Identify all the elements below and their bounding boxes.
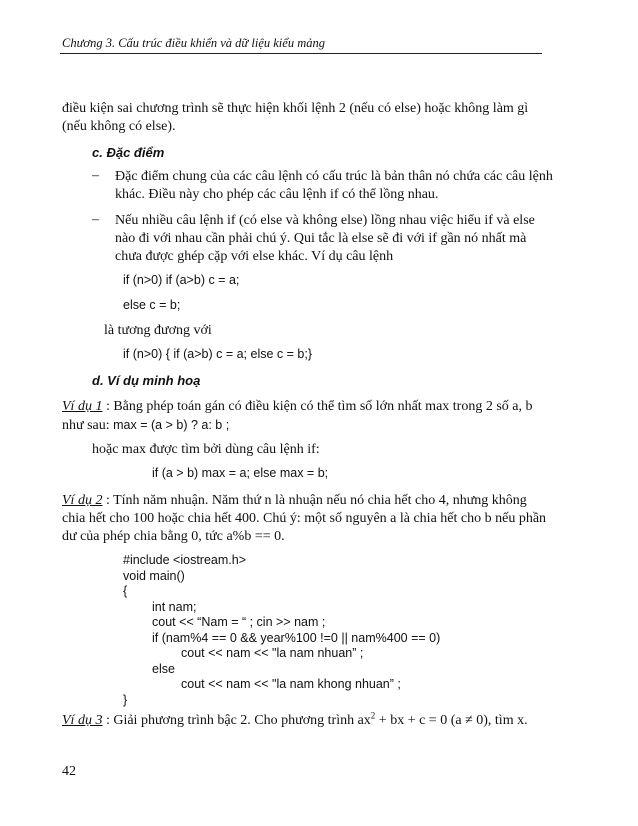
page-number: 42 (62, 764, 76, 779)
section-c-heading: c. Đặc điểm (92, 145, 165, 160)
code-line: void main() (123, 568, 185, 583)
code-line: if (nam%4 == 0 && year%100 !=0 || nam%400 == 0) (152, 630, 441, 645)
code-line: #include <iostream.h> (123, 553, 246, 567)
code-line: int nam; (152, 599, 197, 614)
code-line: if (n>0) { if (a>b) c = a; else c = b;} (123, 347, 312, 361)
exponent: 2 (370, 710, 376, 721)
code-line: cout << nam << "la nam nhuan” ; (181, 646, 364, 660)
equivalent-text: là tương đương với (104, 323, 212, 338)
bullet2-line-2: nào đi với nhau cần phải chú ý. Qui tắc là else sẽ đi với if gần nó nhất mà (115, 231, 527, 246)
example1-line-3: hoặc max được tìm bởi dùng câu lệnh if: (92, 442, 320, 457)
example2-text: : Tính năm nhuận. Năm thứ n là nhuận nếu nó chia hết cho 4, nhưng không (102, 493, 527, 508)
bullet2-line-3: chưa được ghép cặp với else khác. Ví dụ câu lệnh (115, 249, 394, 264)
example1-line-1 (62, 398, 533, 416)
bullet2-line-1: Nếu nhiều câu lệnh if (có else và không else) lồng nhau việc hiểu if và else (115, 213, 535, 228)
example3-line (62, 712, 528, 730)
example1-line-2 (62, 416, 229, 435)
code-line: { (123, 584, 128, 598)
example2-label: Ví dụ 2 (62, 493, 103, 508)
example3-text: + bx + c = 0 (a ≠ 0), tìm x. (375, 713, 528, 728)
code-line: } (123, 692, 128, 707)
intro-line-1: điều kiện sai chương trình sẽ thực hiện khối lệnh 2 (nếu có else) hoặc không làm gì (62, 101, 529, 116)
intro-line-2: (nếu không có else). (62, 119, 176, 134)
example1-text: : Bằng phép toán gán có điều kiện có thể tìm số lớn nhất max trong 2 số a, b (102, 399, 533, 414)
code-line: if (a > b) max = a; else max = b; (152, 466, 329, 480)
inline-code: max = (a > b) ? a: b ; (113, 418, 230, 432)
code-line: else c = b; (123, 298, 181, 312)
example3-text: : Giải phương trình bậc 2. Cho phương trình ax (102, 713, 371, 728)
code-line: else (152, 661, 175, 676)
example1-text: như sau: (62, 418, 114, 433)
code-line: if (n>0) if (a>b) c = a; (123, 273, 240, 287)
bullet1-line-1: Đặc điểm chung của các câu lệnh có cấu trúc là bản thân nó chứa các câu lệnh (115, 169, 553, 184)
bullet-dash: – (92, 168, 99, 183)
bullet-dash: – (92, 212, 99, 227)
code-line: cout << nam << "la nam khong nhuan” ; (181, 677, 401, 691)
bullet1-line-2: khác. Điều này cho phép các câu lệnh if có thể lồng nhau. (115, 187, 439, 202)
code-line: cout << “Nam = “ ; cin >> nam ; (152, 615, 326, 629)
example3-label: Ví dụ 3 (62, 713, 103, 728)
example1-label: Ví dụ 1 (62, 399, 103, 414)
example2-line-1 (62, 492, 527, 510)
page-header: Chương 3. Cấu trúc điều khiển và dữ liệu kiểu mảng (62, 36, 325, 50)
section-d-heading: d. Ví dụ minh hoạ (92, 373, 201, 388)
example2-line-3: dư của phép chia bằng 0, tức a%b == 0. (62, 529, 285, 544)
header-rule (60, 53, 542, 54)
example2-line-2: chia hết cho 100 hoặc chia hết 400. Chú ý: một số nguyên a là chia hết cho b nếu phần (62, 511, 547, 526)
